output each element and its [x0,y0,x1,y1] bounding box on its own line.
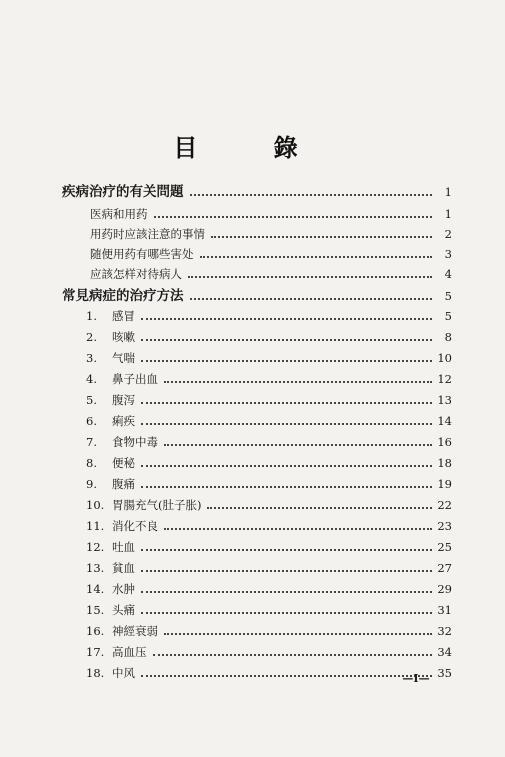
toc-entry-label: 水肿 [112,582,135,596]
toc-entry-number: 8. [86,456,97,470]
toc-entry [62,577,452,596]
toc-entry-number: 16. [86,624,105,638]
dot-leader [164,442,432,446]
toc-entry-label: 痢疾 [112,414,135,428]
toc-section-label: 疾病治疗的有关問題 [62,184,184,200]
toc-page-number: 5 [444,309,452,323]
dot-leader [141,463,432,467]
toc-entry-label: 神經衰弱 [112,624,158,638]
dot-leader [164,631,432,635]
toc-page-number: 32 [437,624,452,638]
toc-entry-number: 11. [86,519,105,533]
toc-page-number: 34 [437,645,452,659]
dot-leader [141,568,432,572]
dot-leader [211,234,432,238]
toc-entry-number: 2. [86,330,97,344]
toc-entry-number: 13. [86,561,105,575]
toc-entry-label: 咳嗽 [112,330,135,344]
toc-entry-label: 气喘 [112,351,135,365]
toc-entry-label: 用药时应該注意的事情 [90,227,205,241]
toc-page-number: 2 [444,227,452,241]
toc-entry-label: 随便用药有哪些害处 [90,247,194,261]
toc-page-number: 25 [437,540,452,554]
dot-leader [141,358,432,362]
toc-entry-label: 貧血 [112,561,135,575]
toc-page-number: 8 [444,330,452,344]
toc-page-number: 19 [437,477,452,491]
dot-leader [164,379,432,383]
toc-entry-number: 4. [86,372,97,386]
toc-entry-number: 14. [86,582,105,596]
toc-entry-number: 7. [86,435,97,449]
toc-entry-label: 头痛 [112,603,135,617]
toc-entry-number: 5. [86,393,97,407]
toc-entry-number: 17. [86,645,105,659]
toc-section-label: 常見病症的治疗方法 [62,288,184,304]
toc-section [62,180,452,199]
toc-page-number: 10 [437,351,452,365]
toc-entry [62,325,452,344]
toc-page-number: 5 [444,289,452,303]
toc-page-number: 16 [437,435,452,449]
dot-leader [188,274,432,278]
toc-page-number: 4 [444,267,452,281]
toc-page-number: 22 [437,498,452,512]
toc-entry [62,556,452,575]
toc-entry [62,409,452,428]
toc-entry [62,242,452,261]
toc-entry-number: 10. [86,498,105,512]
toc-entry [62,535,452,554]
toc-page-number: 13 [437,393,452,407]
dot-leader [141,400,432,404]
toc-entry-number: 1. [86,309,97,323]
dot-leader [141,484,432,488]
toc-entry-number: 9. [86,477,97,491]
dot-leader [154,214,433,218]
toc-entry [62,388,452,407]
dot-leader [141,589,432,593]
toc-entry [62,202,452,221]
toc-entry-label: 食物中毒 [112,435,158,449]
toc-entry [62,619,452,638]
toc-page-number: 12 [437,372,452,386]
dot-leader [190,192,433,196]
toc-page-number: 23 [437,519,452,533]
dot-leader [207,505,432,509]
toc-entry [62,367,452,386]
toc-entry [62,451,452,470]
toc-entry-label: 腹痛 [112,477,135,491]
toc-page-number: 1 [444,207,452,221]
toc-entry-label: 医病和用药 [90,207,148,221]
toc-page-number: 27 [437,561,452,575]
toc-page-number: 29 [437,582,452,596]
page-footer-number: —I— [402,672,430,685]
dot-leader [164,526,432,530]
dot-leader [141,337,432,341]
toc-entry-label: 感冒 [112,309,135,323]
dot-leader [190,296,433,300]
toc-entry-label: 消化不良 [112,519,158,533]
toc-entry-label: 应該怎样对待病人 [90,267,182,281]
toc-entry [62,640,452,659]
toc-entry [62,262,452,281]
toc-page-number: 3 [444,247,452,261]
toc-entry [62,346,452,365]
dot-leader [141,316,432,320]
page-title: 目 錄 [173,133,332,162]
toc-entry-label: 腹泻 [112,393,135,407]
toc-entry-number: 18. [86,666,105,680]
toc-entry-label: 鼻子出血 [112,372,158,386]
toc-entry-label: 胃腸充气(肚子胀) [112,498,202,512]
toc-entry [62,430,452,449]
toc-page-number: 35 [437,666,452,680]
toc-entry [62,222,452,241]
toc-entry-number: 15. [86,603,105,617]
dot-leader [141,421,432,425]
toc-entry [62,598,452,617]
toc-entry-label: 便秘 [112,456,135,470]
toc-entry-number: 12. [86,540,105,554]
toc-section [62,284,452,303]
dot-leader [141,547,432,551]
toc-entry-number: 3. [86,351,97,365]
dot-leader [200,254,433,258]
dot-leader [141,610,432,614]
toc-entry-number: 6. [86,414,97,428]
toc-page-number: 18 [437,456,452,470]
toc-entry [62,472,452,491]
toc-entry [62,493,452,512]
toc-page-number: 1 [444,185,452,199]
toc-entry [62,304,452,323]
toc-page-number: 31 [437,603,452,617]
toc-entry-label: 吐血 [112,540,135,554]
toc-page-number: 14 [437,414,452,428]
toc-entry-label: 高血压 [112,645,147,659]
toc-entry-label: 中风 [112,666,135,680]
toc-entry [62,514,452,533]
dot-leader [153,652,433,656]
